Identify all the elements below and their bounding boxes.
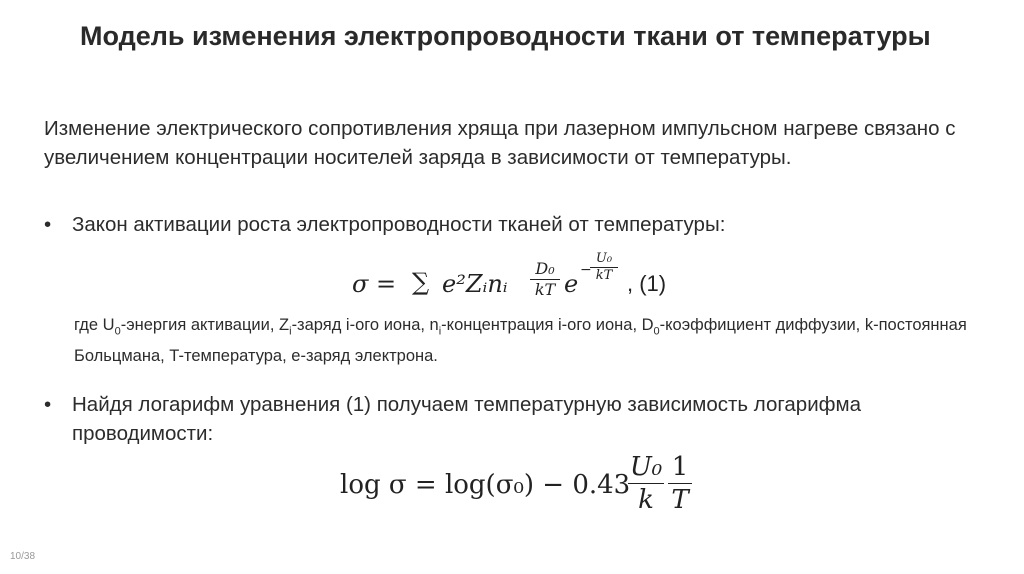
formula2-frac2-den: T	[671, 485, 689, 515]
formula1-exp-base: e	[564, 270, 579, 298]
fraction-bar	[668, 483, 692, 484]
formula1-exp-num: U₀	[595, 251, 613, 266]
formula1-frac-den: kT	[534, 280, 556, 299]
formula1-exp-den: kT	[595, 268, 613, 283]
formula1-term: e²Zᵢnᵢ	[442, 270, 508, 298]
formula2-frac2-num: 1	[671, 452, 689, 482]
formula2-left: log σ = log(σ₀) − 0.43	[340, 470, 631, 500]
note-part: -заряд i-ого иона, n	[291, 316, 439, 334]
variables-note	[74, 313, 974, 369]
formula1-lhs: σ =	[352, 270, 397, 298]
bullet-text-2: Найдя логарифм уравнения (1) получаем температурную зависимость логарифма проводимости:	[72, 393, 862, 445]
note-sub: i	[289, 325, 292, 338]
note-sub: 0	[653, 325, 660, 338]
page-number: 10/38	[10, 551, 36, 562]
formula2-fraction-2	[668, 452, 692, 515]
note-part: -коэффициент диффузии, k-постоянная Больцмана, T-температура, e-заряд электрона.	[74, 316, 967, 366]
bullet-text-1: Закон активации роста электропроводности тканей от температуры:	[72, 213, 726, 236]
note-sub: 0	[114, 325, 121, 338]
formula1-exp-sign: −	[580, 262, 592, 278]
formula1-sum: ∑	[412, 268, 430, 296]
fraction-bar	[628, 483, 664, 484]
slide-title: Модель изменения электропроводности ткани от температуры	[80, 21, 931, 51]
formula2-frac1-num: U₀	[629, 452, 663, 482]
intro-paragraph: Изменение электрического сопротивления хряща при лазерном импульсном нагреве связано с увеличением концентрации носителей заряда в зависимости от температуры.	[44, 117, 956, 169]
note-sub: i	[438, 325, 442, 338]
formula1-exponent	[590, 252, 618, 283]
bullet-dot: •	[44, 393, 52, 416]
formula1-fraction	[530, 260, 560, 299]
note-part: -энергия активации, Z	[120, 316, 290, 334]
note-part: -концентрация i-ого иона, D	[441, 316, 654, 334]
bullet-dot: •	[44, 213, 52, 236]
formula2-frac1-den: k	[638, 485, 654, 515]
formula2-fraction-1	[628, 452, 664, 515]
note-part: где U	[74, 316, 115, 334]
formula1-frac-num: D₀	[535, 259, 555, 278]
formula1-label: , (1)	[627, 271, 667, 296]
